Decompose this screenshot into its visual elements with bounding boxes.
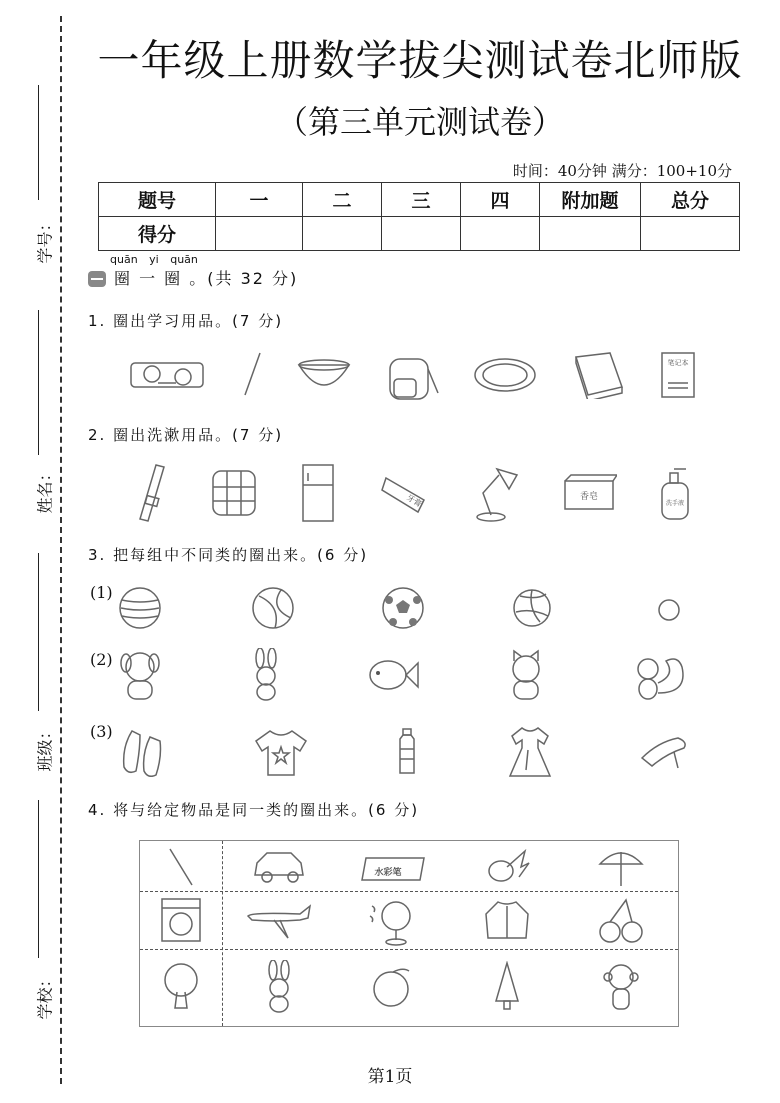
t-shirt-icon[interactable] <box>252 727 308 777</box>
score-cell: 附加题 <box>540 183 641 217</box>
question-1: 1. 圈出学习用品。(7 分) <box>88 312 284 330</box>
bowl-icon[interactable] <box>296 355 352 395</box>
bird-icon[interactable] <box>450 847 564 887</box>
question-2-items <box>132 462 692 524</box>
name-line[interactable] <box>38 310 39 455</box>
car-icon[interactable] <box>222 849 336 885</box>
fish-icon[interactable] <box>368 653 420 697</box>
question-4-grid <box>139 840 679 1027</box>
svg-text:牙膏: 牙膏 <box>404 492 424 509</box>
group-label: (1) <box>90 583 113 602</box>
umbrella-icon[interactable] <box>564 846 678 888</box>
volleyball-icon[interactable] <box>510 586 554 630</box>
group-2-items <box>118 648 688 702</box>
svg-text:香皂: 香皂 <box>580 492 599 502</box>
notebook-icon[interactable] <box>658 351 698 399</box>
airplane-icon[interactable] <box>222 900 336 942</box>
section-pinyin: quān yi quān <box>110 253 198 266</box>
score-table-header-row <box>99 183 740 217</box>
hand-soap-icon[interactable] <box>658 465 692 521</box>
tree-icon <box>140 962 222 1012</box>
soccer-ball-icon[interactable] <box>381 586 425 630</box>
score-table <box>98 182 740 251</box>
watercolor-pens-icon[interactable] <box>336 850 450 884</box>
scarf-icon[interactable] <box>638 732 688 772</box>
class-line[interactable] <box>38 553 39 711</box>
score-cell: 题号 <box>99 183 216 217</box>
score-input-cell[interactable] <box>540 217 641 251</box>
score-input-cell[interactable] <box>216 217 303 251</box>
class-label: 班级： <box>35 723 55 772</box>
ping-pong-ball-icon[interactable] <box>639 586 683 630</box>
score-cell: 一 <box>216 183 303 217</box>
page-title: 一年级上册数学拔尖测试卷北师版 <box>97 36 743 85</box>
rabbit-icon[interactable] <box>248 648 284 702</box>
pencil-case-icon[interactable] <box>128 357 208 393</box>
grid-divider <box>140 949 678 950</box>
time-score-info: 时间：40分钟 满分：100+10分 <box>512 162 732 180</box>
group-label: (3) <box>90 722 113 741</box>
washing-machine-icon <box>140 896 222 946</box>
dress-icon[interactable] <box>506 724 554 780</box>
question-1-items <box>128 350 698 400</box>
score-input-cell[interactable] <box>303 217 382 251</box>
group-3-items <box>118 724 688 780</box>
watermelon-icon[interactable] <box>118 586 166 630</box>
group-label: (2) <box>90 650 113 669</box>
section-title: 圈 一 圈 。(共 32 分) <box>114 269 299 288</box>
backpack-icon[interactable] <box>384 349 440 401</box>
grid-divider <box>140 891 678 892</box>
svg-text:洗手液: 洗手液 <box>665 500 684 507</box>
kitten-icon[interactable] <box>504 649 548 701</box>
school-line[interactable] <box>38 800 39 958</box>
question-3: 3. 把每组中不同类的圈出来。(6 分) <box>88 546 369 564</box>
jacket-icon[interactable] <box>450 898 564 944</box>
toothpaste-icon[interactable] <box>378 468 430 518</box>
question-2: 2. 圈出洗漱用品。(7 分) <box>88 426 284 444</box>
shoes-icon[interactable] <box>118 727 168 777</box>
grid-row <box>140 843 678 891</box>
electric-fan-icon[interactable] <box>336 896 450 946</box>
plate-icon[interactable] <box>472 355 538 395</box>
score-cell: 二 <box>303 183 382 217</box>
score-table-score-row <box>99 217 740 251</box>
squirrel-icon[interactable] <box>632 649 688 701</box>
grid-row <box>140 951 678 1023</box>
soap-icon[interactable] <box>561 473 617 513</box>
question-4: 4. 将与给定物品是同一类的圈出来。(6 分) <box>88 801 420 819</box>
score-cell: 得分 <box>99 217 216 251</box>
page-number: 第1页 <box>367 1067 413 1087</box>
section-number-badge-icon <box>88 271 106 287</box>
apple-icon[interactable] <box>336 965 450 1009</box>
score-input-cell[interactable] <box>461 217 540 251</box>
pen-icon <box>140 845 222 889</box>
pine-tree-icon[interactable] <box>450 961 564 1013</box>
toothbrush-icon[interactable] <box>132 463 168 523</box>
score-cell: 三 <box>382 183 461 217</box>
score-cell: 总分 <box>641 183 740 217</box>
page-subtitle: （第三单元测试卷） <box>275 103 564 141</box>
svg-text:水彩笔: 水彩笔 <box>374 868 402 878</box>
school-label: 学校： <box>35 971 55 1020</box>
student-number-label: 学号： <box>35 215 55 264</box>
binding-dashed-line <box>60 16 62 1084</box>
rabbit-icon[interactable] <box>222 960 336 1014</box>
score-cell: 四 <box>461 183 540 217</box>
bottle-icon[interactable] <box>392 727 422 777</box>
refrigerator-icon[interactable] <box>299 463 337 523</box>
pencil-icon[interactable] <box>240 350 264 400</box>
name-label: 姓名： <box>35 465 55 514</box>
score-input-cell[interactable] <box>641 217 740 251</box>
monkey-icon[interactable] <box>564 961 678 1013</box>
svg-text:笔记本: 笔记本 <box>667 359 689 367</box>
grid-row <box>140 893 678 949</box>
score-input-cell[interactable] <box>382 217 461 251</box>
book-icon[interactable] <box>570 351 626 399</box>
desk-lamp-icon[interactable] <box>471 463 521 523</box>
towel-icon[interactable] <box>209 465 259 521</box>
cherries-icon[interactable] <box>564 896 678 946</box>
puppy-icon[interactable] <box>118 649 164 701</box>
basketball-icon[interactable] <box>251 586 295 630</box>
student-number-line[interactable] <box>38 85 39 200</box>
group-1-items <box>118 586 683 630</box>
